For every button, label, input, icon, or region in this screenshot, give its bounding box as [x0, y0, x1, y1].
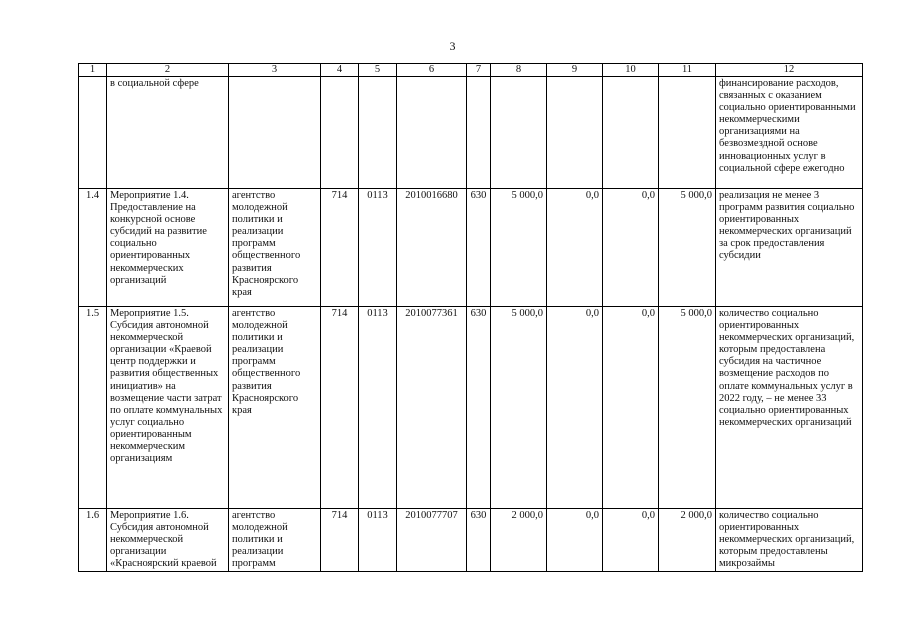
page-number: 3 — [449, 39, 456, 53]
csr-code — [397, 77, 467, 189]
table-row — [79, 77, 863, 189]
column-number: 7 — [467, 64, 491, 77]
rzpr-code — [359, 77, 397, 189]
amount-year-1: 5 000,0 — [491, 307, 547, 509]
measure-name: Мероприятие 1.4. Предоставление на конкурсной основе субсидий на развитие социально ориентированных некоммерческих организаций — [107, 189, 229, 307]
responsible-agency: агентство молодежной политики и реализации программ общественного развития Красноярского края — [229, 307, 321, 509]
responsible-agency: агентство молодежной политики и реализации программ общественного развития Красноярского края — [229, 189, 321, 307]
row-number: 1.4 — [79, 189, 107, 307]
amount-year-3: 0,0 — [603, 509, 659, 572]
column-number: 5 — [359, 64, 397, 77]
amount-total: 5 000,0 — [659, 189, 716, 307]
column-number: 9 — [547, 64, 603, 77]
csr-code: 2010016680 — [397, 189, 467, 307]
vr-code: 630 — [467, 509, 491, 572]
column-number: 3 — [229, 64, 321, 77]
column-number: 4 — [321, 64, 359, 77]
csr-code: 2010077361 — [397, 307, 467, 509]
amount-total — [659, 77, 716, 189]
amount-year-1: 2 000,0 — [491, 509, 547, 572]
grbs-code: 714 — [321, 307, 359, 509]
expected-result: количество социально ориентированных некоммерческих организаций, которым предоставлена субсидия на частичное возмещение расходов по оплате коммунальных услуг в 2022 году, – не менее 33 социально ориентированных некоммерческих организаций — [716, 307, 863, 509]
vr-code — [467, 77, 491, 189]
grbs-code — [321, 77, 359, 189]
column-number: 11 — [659, 64, 716, 77]
expected-result: реализация не менее 3 программ развития социально ориентированных некоммерческих организаций за срок предоставления субсидии — [716, 189, 863, 307]
amount-year-3 — [603, 77, 659, 189]
rzpr-code: 0113 — [359, 307, 397, 509]
row-number — [79, 77, 107, 189]
amount-year-2 — [547, 77, 603, 189]
column-number-row — [79, 64, 863, 77]
amount-year-3: 0,0 — [603, 307, 659, 509]
amount-year-2: 0,0 — [547, 509, 603, 572]
vr-code: 630 — [467, 189, 491, 307]
row-number: 1.5 — [79, 307, 107, 509]
responsible-agency — [229, 77, 321, 189]
grbs-code: 714 — [321, 509, 359, 572]
row-number: 1.6 — [79, 509, 107, 572]
amount-year-3: 0,0 — [603, 189, 659, 307]
expected-result: финансирование расходов, связанных с оказанием социально ориентированными некоммерческими организациями на безвозмездной основе инновационных услуг в социальной сфере ежегодно — [716, 77, 863, 189]
column-number: 12 — [716, 64, 863, 77]
column-number: 8 — [491, 64, 547, 77]
column-number: 6 — [397, 64, 467, 77]
measure-name: в социальной сфере — [107, 77, 229, 189]
vr-code: 630 — [467, 307, 491, 509]
program-table — [78, 63, 863, 572]
grbs-code: 714 — [321, 189, 359, 307]
measure-name: Мероприятие 1.5. Субсидия автономной некоммерческой организации «Краевой центр поддержки и развития общественных инициатив» на возмещение части затрат по оплате коммунальных услуг социально ориентированным некоммерческим организациям — [107, 307, 229, 509]
expected-result: количество социально ориентированных некоммерческих организаций, которым предоставлены микрозаймы — [716, 509, 863, 572]
responsible-agency: агентство молодежной политики и реализации программ — [229, 509, 321, 572]
amount-total: 5 000,0 — [659, 307, 716, 509]
csr-code: 2010077707 — [397, 509, 467, 572]
rzpr-code: 0113 — [359, 509, 397, 572]
column-number: 2 — [107, 64, 229, 77]
measure-name: Мероприятие 1.6. Субсидия автономной некоммерческой организации «Красноярский краевой — [107, 509, 229, 572]
amount-year-2: 0,0 — [547, 307, 603, 509]
table-row — [79, 509, 863, 572]
column-number: 10 — [603, 64, 659, 77]
table-row — [79, 189, 863, 307]
amount-year-2: 0,0 — [547, 189, 603, 307]
amount-year-1: 5 000,0 — [491, 189, 547, 307]
amount-year-1 — [491, 77, 547, 189]
amount-total: 2 000,0 — [659, 509, 716, 572]
table-row — [79, 307, 863, 509]
column-number: 1 — [79, 64, 107, 77]
rzpr-code: 0113 — [359, 189, 397, 307]
